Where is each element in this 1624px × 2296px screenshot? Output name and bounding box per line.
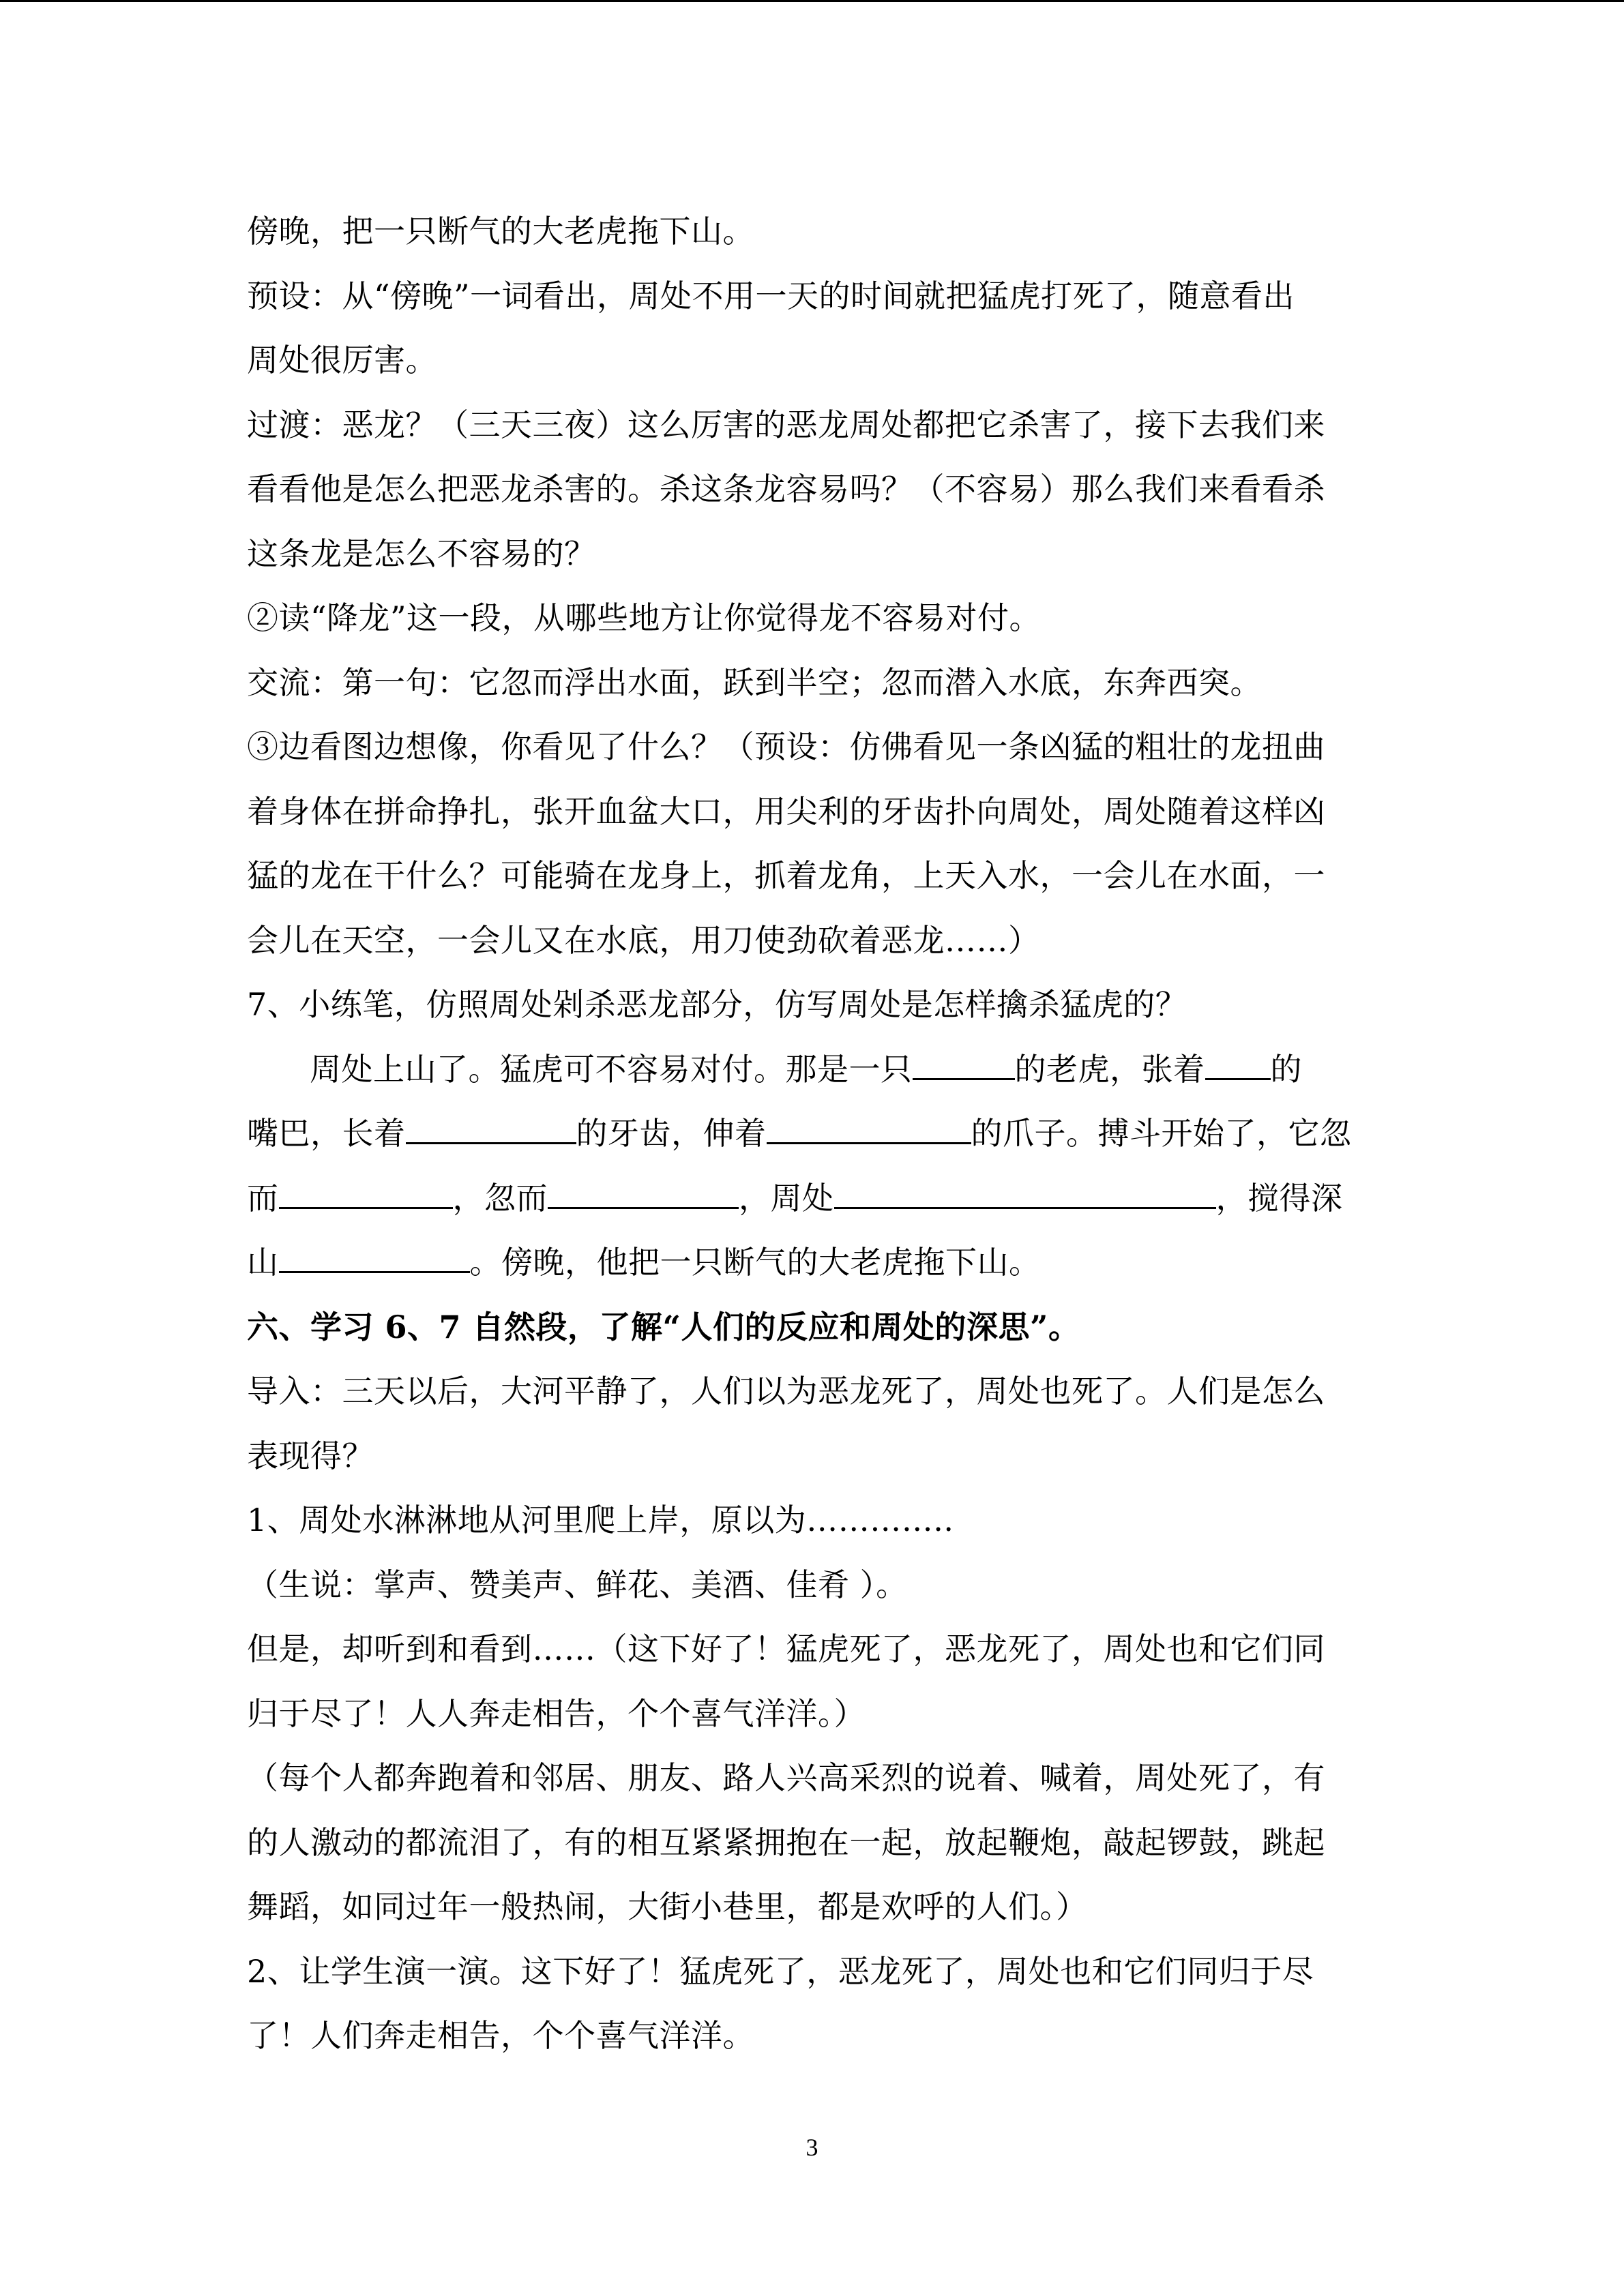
text-line: ③边看图边想像，你看见了什么？（预设：仿佛看见一条凶猛的粗壮的龙扭曲 — [247, 728, 1325, 765]
text-line: 舞蹈，如同过年一般热闹，大街小巷里，都是欢呼的人们。） — [247, 1888, 1088, 1925]
exercise-text: 的牙齿，伸着 — [576, 1115, 767, 1152]
exercise-text: ，搅得深 — [1215, 1179, 1343, 1217]
text-line: 2、让学生演一演。这下好了！猛虎死了，恶龙死了，周处也和它们同归于尽 — [247, 1952, 1314, 1990]
text-line: 预设：从“傍晚”一词看出，周处不用一天的时间就把猛虎打死了，随意看出 — [247, 277, 1295, 314]
exercise-text: 周处上山了。猛虎可不容易对付。那是一只 — [310, 1050, 913, 1088]
text-line: 交流：第一句：它忽而浮出水面，跃到半空；忽而潜入水底，东奔西突。 — [247, 664, 1262, 701]
body-text — [247, 199, 1393, 2068]
fill-blank — [406, 1105, 576, 1144]
text-line: 着身体在拼命挣扎，张开血盆大口，用尖利的牙齿扑向周处，周处随着这样凶 — [247, 792, 1325, 830]
text-line: 的人激动的都流泪了，有的相互紧紧拥抱在一起，放起鞭炮，敲起锣鼓，跳起 — [247, 1823, 1325, 1861]
text-line: 猛的龙在干什么？可能骑在龙身上，抓着龙角，上天入水，一会儿在水面，一 — [247, 857, 1325, 894]
text-line: 归于尽了！人人奔走相告，个个喜气洋洋。） — [247, 1695, 866, 1732]
text-line: 但是，却听到和看到……（这下好了！猛虎死了，恶龙死了，周处也和它们同 — [247, 1630, 1325, 1667]
text-line: 会儿在天空，一会儿又在水底，用刀使劲砍着恶龙……） — [247, 921, 1040, 959]
fill-blank — [1205, 1041, 1271, 1080]
exercise-text: 的老虎，张着 — [1014, 1050, 1205, 1088]
text-line: 傍晚，把一只断气的大老虎拖下山。 — [247, 213, 754, 250]
text-line: 表现得？ — [247, 1437, 374, 1474]
text-line: 7、小练笔，仿照周处剁杀恶龙部分，仿写周处是怎样擒杀猛虎的？ — [247, 986, 1187, 1023]
text-line: 导入：三天以后，大河平静了，人们以为恶龙死了，周处也死了。人们是怎么 — [247, 1373, 1325, 1410]
text-line: （每个人都奔跑着和邻居、朋友、路人兴高采烈的说着、喊着，周处死了，有 — [247, 1759, 1325, 1796]
fill-blank — [834, 1170, 1216, 1209]
text-line: （生说：掌声、赞美声、鲜花、美酒、佳肴 ）。 — [247, 1566, 908, 1603]
top-border-line — [0, 0, 1624, 2]
page-number: 3 — [806, 2134, 818, 2161]
fill-blank — [913, 1041, 1015, 1080]
exercise-line-1 — [247, 1037, 1393, 1102]
exercise-text: 嘴巴，长着 — [247, 1115, 406, 1152]
fill-blank — [279, 1234, 470, 1273]
fill-blank — [279, 1170, 453, 1209]
exercise-line-4 — [247, 1230, 1393, 1295]
text-line: 了！人们奔走相告，个个喜气洋洋。 — [247, 2017, 754, 2054]
exercise-text: 。傍晚，他把一只断气的大老虎拖下山。 — [469, 1244, 1041, 1281]
text-line: 过渡：恶龙？（三天三夜）这么厉害的恶龙周处都把它杀害了，接下去我们来 — [247, 406, 1325, 443]
fill-blank — [548, 1170, 739, 1209]
text-line: 这条龙是怎么不容易的？ — [247, 535, 596, 572]
exercise-text: 山 — [247, 1244, 279, 1281]
exercise-text: 的爪子。搏斗开始了，它忽 — [971, 1115, 1352, 1152]
exercise-text: ，周处 — [739, 1179, 834, 1217]
text-line: 1、周处水淋淋地从河里爬上岸，原以为………….. — [247, 1502, 954, 1538]
text-line: 看看他是怎么把恶龙杀害的。杀这条龙容易吗？（不容易）那么我们来看看杀 — [247, 471, 1325, 507]
fill-blank — [767, 1105, 971, 1144]
exercise-text: ，忽而 — [452, 1179, 548, 1217]
text-line: 周处很厉害。 — [247, 342, 437, 378]
exercise-line-2 — [247, 1101, 1393, 1166]
exercise-text: 而 — [247, 1179, 279, 1217]
section-heading: 六、学习 6、7 自然段，了解“人们的反应和周处的深思”。 — [247, 1308, 1080, 1345]
text-line: ②读“降龙”这一段，从哪些地方让你觉得龙不容易对付。 — [247, 599, 1042, 636]
exercise-text: 的 — [1270, 1050, 1302, 1088]
exercise-line-3 — [247, 1166, 1393, 1231]
